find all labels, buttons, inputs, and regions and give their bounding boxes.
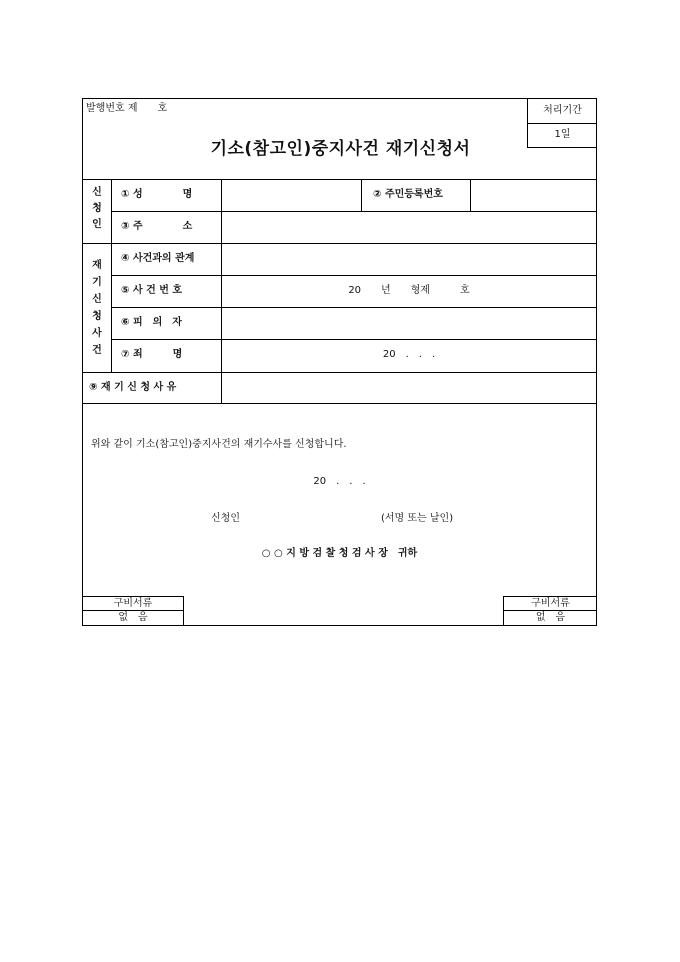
address-field[interactable] [222,212,595,242]
addressee: ○ ○ 지 방 검 찰 청 검 사 장 귀하 [261,548,418,559]
resident-number-field[interactable] [471,180,595,210]
address-label: ③ 주 소 [121,221,193,232]
statement-text: 위와 같이 기소(참고인)중지사건의 재기수사를 신청합니다. [91,439,347,450]
signature-hint: (서명 또는 날인) [381,513,454,524]
attachments-left-label: 구비서류 [113,598,153,609]
crime-label: ⑦ 죄 명 [121,349,183,360]
applicant-signature-label: 신청인 [211,513,240,524]
processing-period-label: 처리기간 [543,105,582,116]
applicant-group-label: 신 청 인 [92,187,102,230]
issue-number: 발행번호 제 호 [86,103,168,114]
reason-field[interactable] [222,373,595,402]
attachments-right-value: 없 음 [535,612,566,623]
processing-period-box [527,99,597,148]
case-number-label: ⑤ 사 건 번 호 [121,285,183,296]
crime-value[interactable]: 20 . . . [382,349,436,360]
reason-label: ⑨ 재 기 신 청 사 유 [89,382,177,393]
attachments-left-box [83,596,184,626]
processing-period-value: 1일 [554,129,571,140]
attachments-right-label: 구비서류 [531,598,570,609]
suspect-field[interactable] [222,308,595,338]
statement-date[interactable]: 20 . . . [313,476,366,487]
form-title: 기소(참고인)중지사건 재기신청서 [210,139,471,159]
attachments-left-value: 없 음 [118,612,148,623]
attachments-right-box [503,596,597,626]
relation-field[interactable] [222,244,595,274]
case-number-value[interactable]: 20 년 형제 호 [348,285,470,296]
resident-number-label: ② 주민등록번호 [373,189,443,200]
case-group-label: 재 기 신 청 사 건 [92,260,102,356]
name-field[interactable] [222,180,360,210]
suspect-label: ⑥ 피 의 자 [121,317,182,328]
application-form [82,98,597,626]
relation-label: ④ 사건과의 관계 [121,253,195,264]
name-label: ① 성 명 [121,189,193,200]
